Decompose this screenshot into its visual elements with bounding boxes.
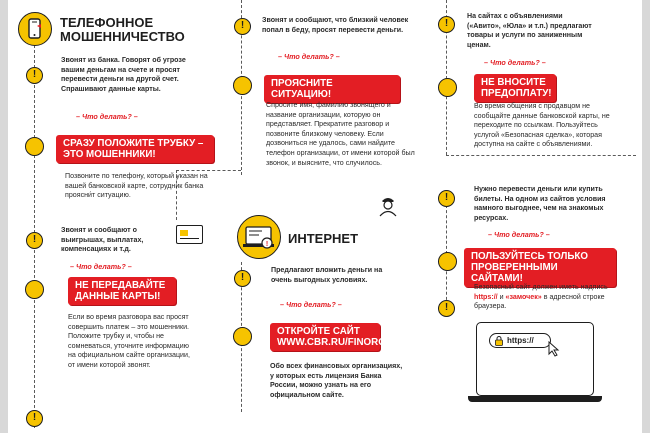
phone-fraud-icon xyxy=(18,12,52,46)
warning-icon: ! xyxy=(234,18,251,35)
investment-offer-text: Предлагают вложить деньги на очень выгодных условиях. xyxy=(271,266,383,284)
bank-card-icon xyxy=(176,225,203,244)
person-avatar-icon xyxy=(233,76,252,95)
open-cbr-site-banner: ОТКРОЙТЕ САЙТ WWW.CBR.RU/FINORG xyxy=(270,323,380,351)
warning-icon: ! xyxy=(26,67,43,84)
dashed-connector xyxy=(176,170,241,171)
person-avatar-icon xyxy=(438,78,457,97)
trusted-sites-advice: Безопасный сайт должен иметь надпись https:// и «замочек» в адресной строке браузера. xyxy=(474,283,608,311)
https-text: https:// xyxy=(474,292,498,301)
lock-icon xyxy=(495,336,503,346)
hang-up-advice: Позвоните по телефону, который указан на вашей банковской карте, сотрудник банка проясни́т ситуацию. xyxy=(65,172,208,200)
what-to-do-label: – Что делать? – xyxy=(484,58,546,67)
winnings-call-text: Звонят и сообщают о выигрышах, выплатах, компенсациях и т.д. xyxy=(61,226,144,254)
no-prepayment-banner: НЕ ВНОСИТЕ ПРЕДОПЛАТУ! xyxy=(474,74,556,102)
what-to-do-label: – Что делать? – xyxy=(488,230,550,239)
warning-icon: ! xyxy=(234,270,251,287)
warning-icon: ! xyxy=(438,16,455,33)
what-to-do-label: – Что делать? – xyxy=(76,112,138,121)
infographic-page xyxy=(8,0,642,433)
person-avatar-icon xyxy=(25,280,44,299)
clarify-situation-banner: ПРОЯСНИТЕ СИТУАЦИЮ! xyxy=(264,75,400,103)
hang-up-banner: СРАЗУ ПОЛОЖИТЕ ТРУБКУ – ЭТО МОШЕННИКИ! xyxy=(56,135,214,163)
cbr-site-advice: Обо всех финансовых организациях, у которых есть лицензия Банка России, можно узнать на его официальном сайте. xyxy=(270,362,403,399)
phone-fraud-heading: ТЕЛЕФОННОЕ МОШЕННИЧЕСТВО xyxy=(60,15,185,44)
svg-text:!: ! xyxy=(265,241,269,248)
classifieds-offer-text: На сайтах с объявлениями («Авито», «Юла» и т.п.) предлагают товары и услуги по заниженным ценам. xyxy=(467,12,592,49)
person-avatar-icon xyxy=(438,252,457,271)
what-to-do-label: – Что делать? – xyxy=(278,52,340,61)
what-to-do-label: – Что делать? – xyxy=(70,262,132,271)
person-avatar-icon xyxy=(233,327,252,346)
relative-in-trouble-text: Звонят и сообщают, что близкий человек попал в беду, просят перевести деньги. xyxy=(262,16,409,34)
what-to-do-label: – Что делать? – xyxy=(280,300,342,309)
warning-icon: ! xyxy=(26,232,43,249)
dashed-connector xyxy=(446,155,636,156)
browser-url-text: https:// xyxy=(507,336,534,345)
browser-address-bar xyxy=(489,333,551,348)
dont-share-card-banner: НЕ ПЕРЕДАВАЙТЕ ДАННЫЕ КАРТЫ! xyxy=(68,277,176,305)
dont-share-card-advice: Если во время разговора вас просят совершить платеж – это мошенники. Положите трубку и, чтобы не сомневаться, уточните информацию на официальном сайте организации, от имени которой звонят. xyxy=(68,313,190,369)
laptop-screen xyxy=(476,322,594,396)
police-officer-icon xyxy=(376,193,400,217)
internet-icon xyxy=(237,215,281,259)
cursor-icon xyxy=(547,341,561,357)
laptop-base xyxy=(468,396,602,402)
warning-icon: ! xyxy=(438,190,455,207)
warning-icon: ! xyxy=(438,300,455,317)
no-prepayment-advice: Во время общения с продавцом не сообщайте данные банковской карты, не переходите по ссылкам. Пользуйтесь услугой «Безопасная сделка», которая доступна на сайте с объявлениями. xyxy=(474,102,610,149)
warning-icon: ! xyxy=(26,410,43,427)
trusted-sites-banner: ПОЛЬЗУЙТЕСЬ ТОЛЬКО ПРОВЕРЕННЫМИ САЙТАМИ! xyxy=(464,248,616,287)
internet-heading: ИНТЕРНЕТ xyxy=(288,231,359,246)
person-avatar-icon xyxy=(25,137,44,156)
lock-text: «замочек» xyxy=(505,292,542,301)
clarify-situation-advice: Спросите имя, фамилию звонящего и название организации, которую он представляет. Прекратите разговор и позвоните близкому человеку. Если дозвониться не удалось, сами найдите телефон организации, от имени которой был звонок, и выясните, что случилось. xyxy=(266,101,415,167)
bank-call-text: Звонят из банка. Говорят об угрозе вашим деньгам на счете и просят перевести деньги на другой счет. Спрашивают данные карты. xyxy=(61,56,186,93)
tickets-offer-text: Нужно перевести деньги или купить билеты. На одном из сайтов условия намного выгоднее, чем на знакомых ресурсах. xyxy=(474,185,606,222)
